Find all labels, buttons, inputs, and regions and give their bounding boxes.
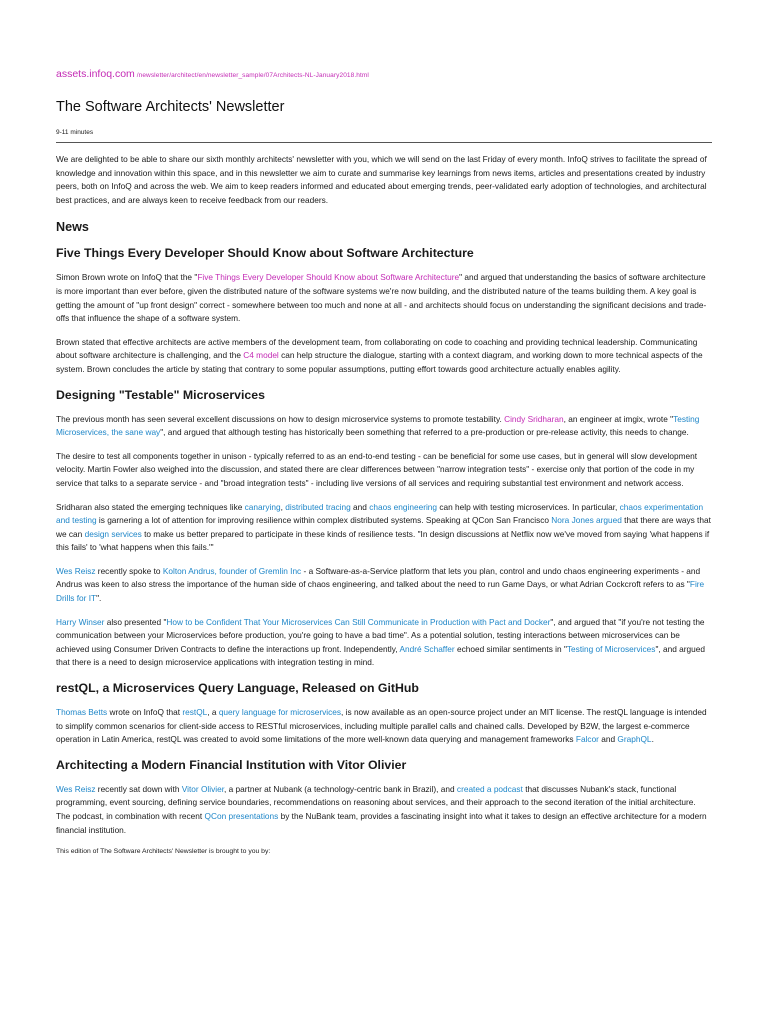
link-wes-reisz-2[interactable]: Wes Reisz — [56, 783, 96, 794]
paragraph: Thomas Betts wrote on InfoQ that restQL, a query language for microservices, is now available as an open-source project under an MIT license. The restQL language is intended to simplify common scenarios for client-side access to RESTful microservices, including multiple parallel calls and chained calls. Developed by B2W, the largest e-commerce operation in Latin America, restQL was created to avoid some limitations of the more well-known data querying and management frameworks Falcor and GraphQL. — [56, 707, 707, 745]
link-thomas-betts[interactable]: Thomas Betts — [56, 707, 108, 718]
link-design-services[interactable]: design services — [84, 528, 142, 539]
link-chaos-experimentation[interactable]: chaos experimentation and testing — [56, 501, 704, 526]
link-created-a-podcast[interactable]: created a podcast — [456, 783, 523, 794]
link-cindy-sridharan[interactable]: Cindy Sridharan — [504, 413, 564, 424]
footer-sponsor-note: This edition of The Software Architects' Newsletter is brought to you by: — [56, 848, 271, 856]
link-fire-drills[interactable]: Fire Drills for IT — [56, 579, 705, 604]
link-five-things-article[interactable]: Five Things Every Developer Should Know about Software Architecture — [197, 272, 460, 283]
title-divider — [56, 142, 712, 143]
url-domain[interactable]: assets.infoq.com — [56, 68, 135, 80]
paragraph: Wes Reisz recently sat down with Vitor Olivier, a partner at Nubank (a technology-centric bank in Brazil), and created a podcast that discusses Nubank's stack, functional programming, event sourcing, defining service boundaries, recommendations on reasoning about services, and their approach to the second iteration of the initial architecture. The podcast, in combination with recent QCon presentations by the NuBank team, provides a fascinating insight into what it takes to design an effective architecture for a modern financial institution. — [56, 783, 707, 835]
link-andre-schaffer[interactable]: André Schaffer — [399, 643, 455, 654]
link-chaos-engineering[interactable]: chaos engineering — [369, 501, 438, 512]
link-query-language[interactable]: query language for microservices — [218, 707, 342, 718]
link-vitor-olivier[interactable]: Vitor Olivier — [181, 783, 225, 794]
link-falcor[interactable]: Falcor — [575, 734, 599, 745]
link-wes-reisz[interactable]: Wes Reisz — [56, 565, 96, 576]
section-title-five-things: Five Things Every Developer Should Know about Software Architecture — [56, 246, 474, 261]
paragraph: Sridharan also stated the emerging techniques like canarying, distributed tracing and chaos engineering can help with testing microservices. In particular, chaos experimentation and testing is garnering a lot of attention for improving resilience within complex distributed systems. Speaking at QCon San Francisco Nora Jones argued that there are ways that we can design services to make us better prepared to participate in these kinds of resilience tests. "In design discussions at Netflix now we've moved from saying 'what happens if this fails' to 'what happens when this fails.'" — [56, 501, 711, 553]
url-path[interactable]: /newsletter/architect/en/newsletter_sample/07Architects-NL-January2018.html — [134, 72, 369, 79]
link-restql[interactable]: restQL — [182, 707, 208, 718]
news-heading: News — [56, 220, 89, 235]
source-url[interactable] — [56, 68, 712, 82]
intro-paragraph: We are delighted to be able to share our sixth monthly architects' newsletter with you, which we will send on the last Friday of every month. InfoQ strives to facilitate the spread of knowledge and innovation within this space, and in this newsletter we aim to curate and summarise key learnings from news items, articles and presentations created by industry peers, both on InfoQ and across the web. We aim to keep readers informed and educated about emerging trends, peer-validated early adoption of technologies, and architectural best practices, and are always keen to receive feedback from our readers. — [56, 154, 707, 205]
link-testing-microservices-sane-way[interactable]: Testing Microservices, the sane way — [56, 413, 700, 438]
section-title-financial-institution: Architecting a Modern Financial Institution with Vitor Olivier — [56, 757, 407, 772]
section-title-testable-microservices: Designing "Testable" Microservices — [56, 387, 265, 402]
paragraph: Harry Winser also presented "How to be Confident That Your Microservices Can Still Communicate in Production with Pact and Docker", and argued that "if you're not testing the communication between your Microservices before production, you're going to have a bad time". As a potential solution, testing interactions between microservices can be achieved using Consumer Driven Contracts to define the interactions up front. Independently, André Schaffer echoed similar sentiments in "Testing of Microservices", and argued that there is a need to design microservice applications with integration testing in mind. — [56, 616, 705, 668]
paragraph: The previous month has seen several excellent discussions on how to design microservice systems to promote testability. Cindy Sridharan, an engineer at imgix, wrote "Testing Microservices, the sane way", and argued that although testing has historically been something that referred to a pre-production or pre-release activity, this needs to change. — [56, 413, 700, 438]
page-title: The Software Architects' Newsletter — [56, 99, 285, 115]
link-pact-and-docker[interactable]: How to be Confident That Your Microservices Can Still Communicate in Production with Pact and Docker — [166, 616, 551, 627]
link-canarying[interactable]: canarying — [244, 501, 281, 512]
link-nora-jones[interactable]: Nora Jones argued — [551, 515, 622, 526]
link-kolton-andrus[interactable]: Kolton Andrus, founder of Gremlin Inc — [162, 565, 302, 576]
link-c4-model[interactable]: C4 model — [243, 350, 279, 361]
link-distributed-tracing[interactable]: distributed tracing — [285, 501, 351, 512]
link-qcon-presentations[interactable]: QCon presentations — [204, 811, 279, 821]
link-testing-of-microservices[interactable]: Testing of Microservices — [566, 643, 656, 654]
section-title-restql: restQL, a Microservices Query Language, Released on GitHub — [56, 681, 419, 696]
paragraph: Wes Reisz recently spoke to Kolton Andrus, founder of Gremlin Inc - a Software-as-a-Service platform that lets you plan, control and undo chaos engineering experiments - and Andrus was keen to also stress the importance of the human side of chaos engineering, and talked about the need to run Game Days, or what Adrian Cockcroft refers to as "Fire Drills for IT". — [56, 565, 705, 604]
link-harry-winser[interactable]: Harry Winser — [56, 616, 105, 627]
paragraph: Brown stated that effective architects are active members of the development team, from collaborating on code to coaching and providing technical leadership. Communicating about software architecture is challenging, and the C4 model can help structure the dialogue, starting with a context diagram, and working down to more technical aspects of the system. Brown concludes the article by stating that contrary to some popular assumptions, putting effort towards good architecture actually enables agility. — [56, 336, 703, 374]
paragraph: Simon Brown wrote on InfoQ that the "Five Things Every Developer Should Know about Software Architecture" and argued that understanding the basics of software architecture is more important than ever before, given the distributed nature of the software systems we're now building, and the distributed nature of the teams building them. A key goal is getting the amount of "up front design" correct - somewhere between too much and none at all - and architects should focus on understanding the significant decisions and trade-offs that influence the shape of a software system. — [56, 272, 707, 324]
paragraph: The desire to test all components together in unison - typically referred to as an end-to-end testing - can be beneficial for some use cases, but in general will slow development velocity. Martin Fowler also weighed into the discussion, and stated there are clear differences between "narrow integration tests" - exercise only that portion of the code in my service that talks to a separate service - and "broad integration tests" - including live versions of all services and requiring substantial test environment and network access. — [56, 450, 698, 488]
read-time: 9-11 minutes — [56, 129, 94, 136]
link-graphql[interactable]: GraphQL — [617, 734, 652, 745]
